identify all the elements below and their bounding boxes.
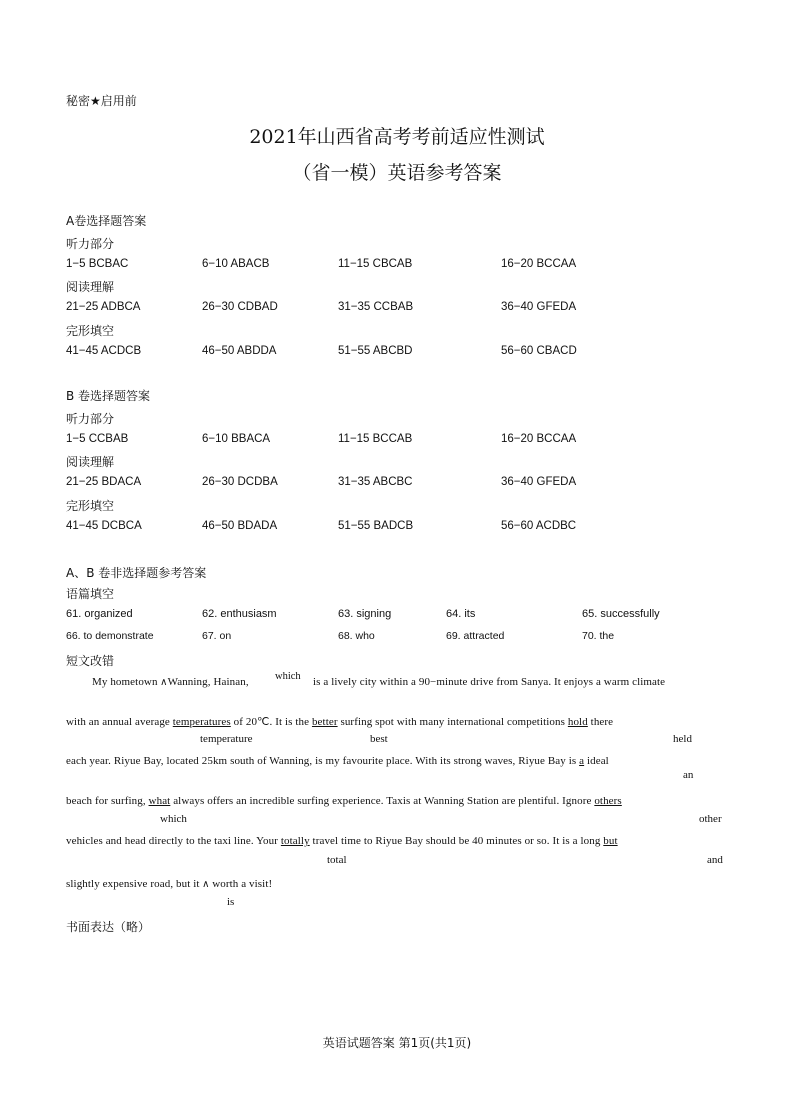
- error-word: what: [148, 795, 171, 807]
- passage-text: ideal: [584, 755, 609, 767]
- correction-word: held: [673, 733, 692, 745]
- correction-word: best: [370, 733, 388, 745]
- error-word: but: [603, 835, 618, 847]
- answer-cell: 46−50 BDADA: [202, 520, 278, 532]
- answer-cell: 6−10 ABACB: [202, 258, 270, 270]
- answer-cell: 21−25 BDACA: [66, 476, 142, 488]
- passage-text: beach for surfing,: [66, 795, 149, 807]
- correction-word: total: [327, 854, 347, 866]
- correction-insert-which: which: [275, 671, 301, 682]
- correction-word: other: [699, 813, 722, 825]
- answer-cell: 11−15 BCCAB: [338, 433, 413, 445]
- answer-cell: 11−15 CBCAB: [338, 258, 413, 270]
- answer-cell: 31−35 CCBAB: [338, 301, 414, 313]
- error-word: temperatures: [172, 716, 231, 728]
- error-word: better: [311, 716, 338, 728]
- writing-label: 书面表达（略）: [66, 920, 151, 934]
- answer-cell: 46−50 ABDDA: [202, 345, 277, 357]
- answer-cell: 16−20 BCCAA: [501, 433, 577, 445]
- passage-line-6: [66, 878, 272, 890]
- insert-caret-mark: ∧: [199, 879, 213, 890]
- answer-cell: 1−5 BCBAC: [66, 258, 129, 270]
- passage-line-2: [66, 715, 613, 728]
- answer-cell: 6−10 BBACA: [202, 433, 271, 445]
- passage-line-5: [66, 835, 618, 847]
- answer-cell: 21−25 ADBCA: [66, 301, 141, 313]
- answer-cell: 56−60 ACDBC: [501, 520, 577, 532]
- passage-text: with an annual average: [66, 716, 173, 728]
- grammar-answer: 68. who: [338, 630, 375, 642]
- passage-text: Wanning, Hainan,: [167, 676, 249, 688]
- passage-text: there: [587, 716, 614, 728]
- answer-cell: 26−30 CDBAD: [202, 301, 278, 313]
- grammar-answer: 63. signing: [338, 608, 392, 620]
- insert-caret-mark: ∧: [157, 677, 168, 688]
- passage-text: always offers an incredible surfing experience. Taxis at Wanning Station are plentiful. Ignore: [170, 795, 595, 807]
- grammar-answer: 66. to demonstrate: [66, 630, 154, 642]
- section-b-listening-label: 听力部分: [66, 412, 115, 426]
- passage-text: slightly expensive road, but it: [66, 878, 200, 890]
- answer-cell: 36−40 GFEDA: [501, 476, 577, 488]
- answer-cell: 51−55 ABCBD: [338, 345, 413, 357]
- grammar-answer: 67. on: [202, 630, 232, 642]
- passage-text: My hometown: [92, 676, 158, 688]
- error-word: a: [579, 755, 585, 767]
- page-footer: 英语试题答案 第1页(共1页): [322, 1036, 472, 1050]
- error-word: others: [594, 795, 622, 807]
- secret-label: 秘密★启用前: [66, 94, 137, 108]
- section-b-cloze-label: 完形填空: [66, 499, 115, 513]
- passage-text: worth a visit!: [212, 878, 273, 890]
- answer-cell: 31−35 ABCBC: [338, 476, 413, 488]
- answer-cell: 1−5 CCBAB: [66, 433, 129, 445]
- error-correction-label: 短文改错: [66, 654, 115, 668]
- passage-text: travel time to Riyue Bay should be 40 minutes or so. It is a long: [309, 835, 604, 847]
- grammar-answer: 61. organized: [66, 608, 133, 620]
- section-a-listening-label: 听力部分: [66, 237, 115, 251]
- correction-word: an: [683, 769, 694, 781]
- error-word: hold: [567, 716, 588, 728]
- answer-cell: 26−30 DCDBA: [202, 476, 278, 488]
- section-a-cloze-label: 完形填空: [66, 324, 115, 338]
- answer-cell: 41−45 ACDCB: [66, 345, 142, 357]
- passage-text: vehicles and head directly to the taxi line. Your: [66, 835, 281, 847]
- section-a-heading: A卷选择题答案: [66, 214, 147, 228]
- section-a-reading-label: 阅读理解: [66, 280, 115, 294]
- passage-line-3: [66, 755, 609, 767]
- page-subtitle: （省一模）英语参考答案: [292, 162, 502, 184]
- grammar-fill-label: 语篇填空: [66, 587, 115, 601]
- grammar-answer: 62. enthusiasm: [202, 608, 277, 620]
- passage-text: of 20℃. It is the: [230, 716, 312, 728]
- error-word: totally: [280, 835, 310, 847]
- answer-cell: 41−45 DCBCA: [66, 520, 142, 532]
- grammar-answer: 69. attracted: [446, 630, 505, 642]
- correction-word: temperature: [200, 733, 253, 745]
- grammar-answer: 64. its: [446, 608, 476, 620]
- correction-insert-is: is: [227, 896, 235, 908]
- section-c-heading: A、B 卷非选择题参考答案: [66, 566, 207, 580]
- grammar-answer: 65. successfully: [582, 608, 660, 620]
- passage-line-4: [66, 795, 622, 807]
- answer-cell: 16−20 BCCAA: [501, 258, 577, 270]
- section-b-heading: B 卷选择题答案: [66, 389, 151, 403]
- answer-cell: 51−55 BADCB: [338, 520, 414, 532]
- page-title: 2021年山西省高考考前适应性测试: [249, 126, 545, 148]
- answer-cell: 36−40 GFEDA: [501, 301, 577, 313]
- passage-line-1: [92, 676, 249, 688]
- correction-word: and: [707, 854, 723, 866]
- passage-text: surfing spot with many international competitions: [337, 716, 568, 728]
- correction-word: which: [160, 813, 187, 825]
- passage-text: is a lively city within a 90−minute drive from Sanya. It enjoys a warm climate: [313, 676, 666, 688]
- section-b-reading-label: 阅读理解: [66, 455, 115, 469]
- grammar-answer: 70. the: [582, 630, 615, 642]
- answer-cell: 56−60 CBACD: [501, 345, 577, 357]
- passage-text: each year. Riyue Bay, located 25km south of Wanning, is my favourite place. With its strong waves, Riyue Bay is: [66, 755, 580, 767]
